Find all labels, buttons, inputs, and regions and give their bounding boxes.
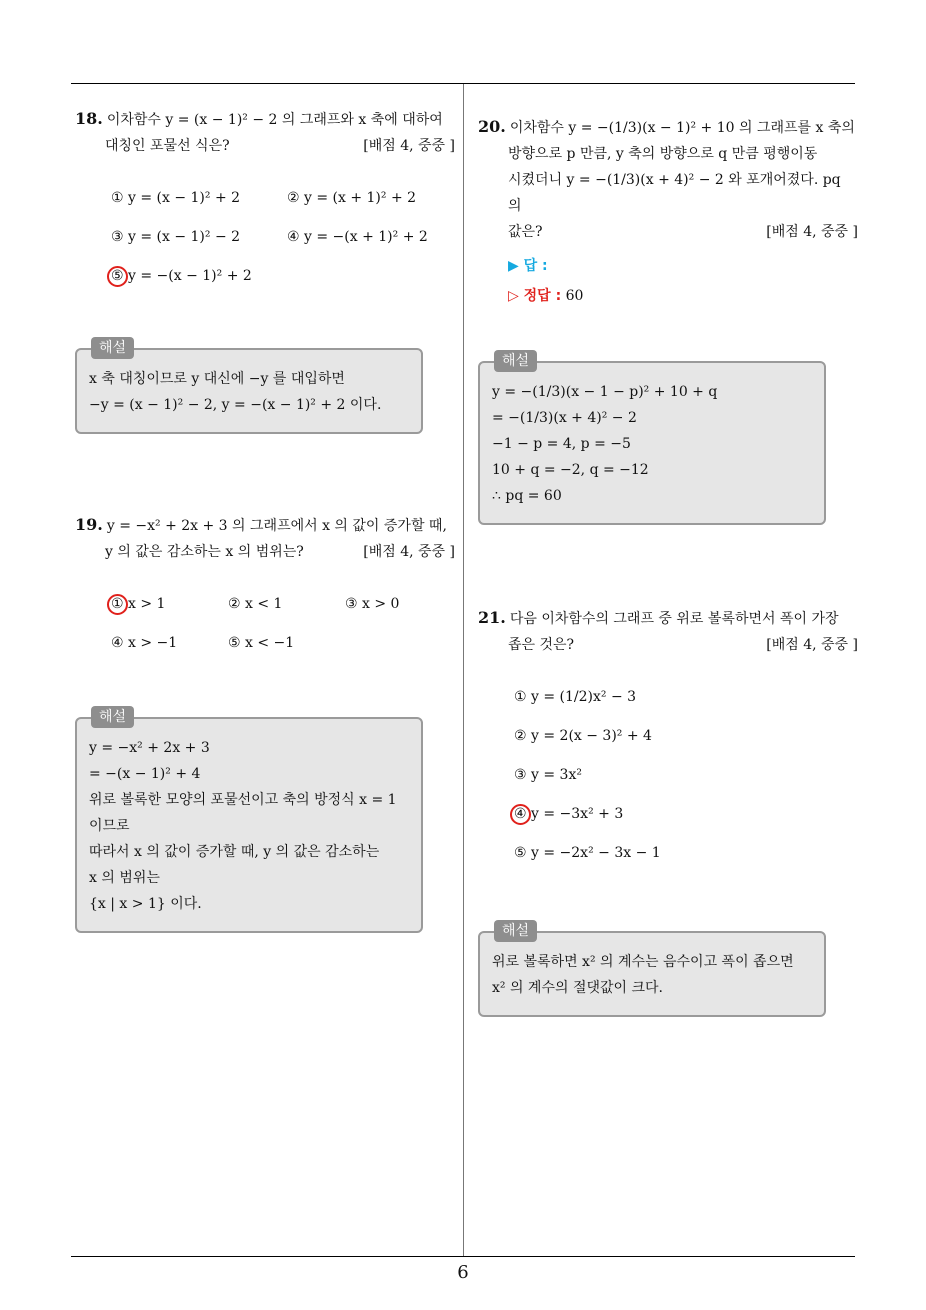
solution-line: y = −(1/3)(x − 1 − p)² + 10 + q xyxy=(492,384,718,400)
question-text-line: 시켰더니 y = −(1/3)(x + 4)² − 2 와 포개어졌다. pq 의 xyxy=(508,172,841,214)
solution-line: 이므로 xyxy=(89,818,130,834)
option-1-label: ① x > 1 xyxy=(111,596,166,612)
solution-tag: 해설 xyxy=(494,920,537,942)
solution-line: = −(x − 1)² + 4 xyxy=(89,766,201,782)
solution-box xyxy=(75,709,423,933)
option-4-selected[interactable] xyxy=(514,795,623,834)
question-text-line: 다음 이차함수의 그래프 중 위로 볼록하면서 폭이 가장 xyxy=(509,611,839,627)
solution-box xyxy=(478,353,826,525)
score-meta: [배점 4, 중중 ] xyxy=(363,544,455,560)
question-number: 21. xyxy=(478,608,506,627)
question-text-line: 방향으로 p 만큼, y 축의 방향으로 q 만큼 평행이동 xyxy=(508,146,818,162)
column-divider xyxy=(463,84,464,1256)
option-5[interactable]: ⑤ x < −1 xyxy=(228,635,295,651)
question-19 xyxy=(75,512,455,933)
option-1[interactable]: ① y = (x − 1)² + 2 xyxy=(111,190,241,206)
option-5[interactable]: ⑤ y = −2x² − 3x − 1 xyxy=(514,845,661,861)
answer-mark-circle xyxy=(107,266,128,287)
answer-mark-circle xyxy=(510,804,531,825)
solution-line: x² 의 계수의 절댓값이 크다. xyxy=(492,980,663,996)
question-text-line: 이차함수 y = −(1/3)(x − 1)² + 10 의 그래프를 x 축의 xyxy=(509,120,855,136)
solution-line: 위로 볼록한 모양의 포물선이고 축의 방정식 x = 1 xyxy=(89,792,397,808)
score-meta: [배점 4, 중중 ] xyxy=(766,637,858,653)
solution-line: {x | x > 1} 이다. xyxy=(89,896,202,912)
question-text-line: y = −x² + 2x + 3 의 그래프에서 x 의 값이 증가할 때, xyxy=(106,518,447,534)
option-4[interactable]: ④ y = −(x + 1)² + 2 xyxy=(287,229,428,245)
option-4[interactable]: ④ x > −1 xyxy=(111,635,178,651)
solution-line: 10 + q = −2, q = −12 xyxy=(492,462,649,478)
question-21 xyxy=(478,605,858,1017)
answer-input-label[interactable]: ▶ 답 : xyxy=(508,258,548,274)
solution-line: x 의 범위는 xyxy=(89,870,160,886)
score-meta: [배점 4, 중중 ] xyxy=(766,224,858,240)
option-1[interactable]: ① y = (1/2)x² − 3 xyxy=(514,689,637,705)
option-3[interactable]: ③ y = 3x² xyxy=(514,767,582,783)
question-number: 18. xyxy=(75,109,103,128)
option-2[interactable]: ② x < 1 xyxy=(228,596,283,612)
question-20 xyxy=(478,114,858,525)
solution-line: 위로 볼록하면 x² 의 계수는 음수이고 폭이 좁으면 xyxy=(492,954,794,970)
question-number: 20. xyxy=(478,117,506,136)
correct-answer-value: 60 xyxy=(565,288,584,304)
solution-line: −y = (x − 1)² − 2, y = −(x − 1)² + 2 이다. xyxy=(89,397,382,413)
option-2[interactable]: ② y = (x + 1)² + 2 xyxy=(287,190,417,206)
option-3[interactable]: ③ x > 0 xyxy=(345,596,400,612)
solution-box xyxy=(75,340,423,434)
answer-mark-circle xyxy=(107,594,128,615)
option-3[interactable]: ③ y = (x − 1)² − 2 xyxy=(111,229,241,245)
option-5-selected[interactable] xyxy=(111,257,252,296)
question-text-line: y 의 값은 감소하는 x 의 범위는? xyxy=(105,544,304,560)
solution-box xyxy=(478,923,826,1017)
solution-line: −1 − p = 4, p = −5 xyxy=(492,436,631,452)
question-text-line: 좁은 것은? xyxy=(508,637,575,653)
question-text-line: 값은? xyxy=(508,224,543,240)
score-meta: [배점 4, 중중 ] xyxy=(363,138,455,154)
question-text-line: 이차함수 y = (x − 1)² − 2 의 그래프와 x 축에 대하여 xyxy=(106,112,443,128)
question-number: 19. xyxy=(75,515,103,534)
page-number: 6 xyxy=(457,1262,469,1283)
correct-answer-label: ▷ 정답 : xyxy=(508,288,562,304)
question-18 xyxy=(75,106,455,434)
left-column xyxy=(75,100,455,933)
bottom-rule xyxy=(71,1256,855,1257)
option-4-label: ④ y = −3x² + 3 xyxy=(514,806,624,822)
option-1-selected[interactable] xyxy=(111,585,228,624)
solution-line: x 축 대칭이므로 y 대신에 −y 를 대입하면 xyxy=(89,371,345,387)
question-text-line: 대칭인 포물선 식은? xyxy=(105,138,230,154)
solution-line: 따라서 x 의 값이 증가할 때, y 의 값은 감소하는 xyxy=(89,844,380,860)
solution-tag: 해설 xyxy=(91,337,134,359)
right-column xyxy=(478,100,858,1017)
solution-line: ∴ pq = 60 xyxy=(492,488,562,504)
option-5-label: ⑤ y = −(x − 1)² + 2 xyxy=(111,268,252,284)
solution-line: y = −x² + 2x + 3 xyxy=(89,740,210,756)
option-2[interactable]: ② y = 2(x − 3)² + 4 xyxy=(514,728,652,744)
solution-tag: 해설 xyxy=(91,706,134,728)
solution-tag: 해설 xyxy=(494,350,537,372)
solution-line: = −(1/3)(x + 4)² − 2 xyxy=(492,410,637,426)
